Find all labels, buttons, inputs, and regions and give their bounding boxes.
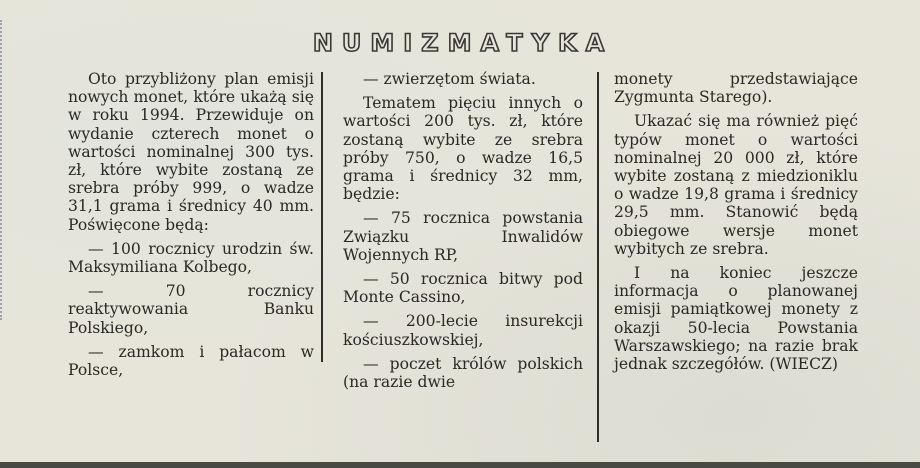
list-item: — zwierzętom świata. xyxy=(363,70,536,88)
scan-bottom-edge xyxy=(0,462,920,468)
list-item: — 200-lecie insurekcji kościuszkowskiej, xyxy=(343,312,583,349)
article-column-3 xyxy=(614,70,858,379)
column-divider xyxy=(321,72,323,362)
list-item: — 75 rocznica powstania Związku Inwalidów Wojennych RP, xyxy=(343,209,583,264)
paragraph: Tematem pięciu innych o wartości 200 tys. zł, które zostaną wybite ze srebra próby 750, o wadze 16,5 grama i średnicy 32 mm, będzie: xyxy=(343,94,583,204)
paragraph: Ukazać się ma również pięć typów monet o wartości nominalnej 20 000 zł, które wybite zostaną z miedzioniklu o wadze 19,8 grama i średnicy 29,5 mm. Stanowić będą obiegowe wersje monet wybitych ze srebra. xyxy=(614,112,858,258)
article-title: NUMIZMATYKA xyxy=(312,29,614,57)
adjacent-column-bleed xyxy=(0,20,5,320)
list-item: — poczet królów polskich (na razie dwie xyxy=(343,354,583,392)
list-item: — 100 rocznicy urodzin św. Maksymiliana Kolbego, xyxy=(68,239,314,277)
list-item: — 50 rocznica bitwy pod Monte Cassino, xyxy=(343,270,583,307)
paragraph-continuation: monety przedstawiające Zygmunta Starego). xyxy=(614,70,858,107)
paragraph: Oto przybliżony plan emisji nowych monet, które ukażą się w roku 1994. Przewiduje on wydanie czterech monet o wartości nominalnej 300 tys. zł, które wybite zostaną ze srebra próby 999, o wadze 31,1 grama i średnicy 40 mm. Poświęcone będą: xyxy=(68,70,314,234)
list-item: — 70 rocznicy reaktywowania Banku Polskiego, xyxy=(68,282,314,337)
paragraph: I na koniec jeszcze informacja o planowanej emisji pamiątkowej monety z okazji 50-lecia Powstania Warszawskiego; na razie brak jednak szczegółów. (WIECZ) xyxy=(614,264,858,374)
article-column-1 xyxy=(68,70,314,385)
column-divider xyxy=(597,72,599,442)
list-item: — zamkom i pałacom w Polsce, xyxy=(68,342,314,380)
article-column-2 xyxy=(343,70,583,397)
